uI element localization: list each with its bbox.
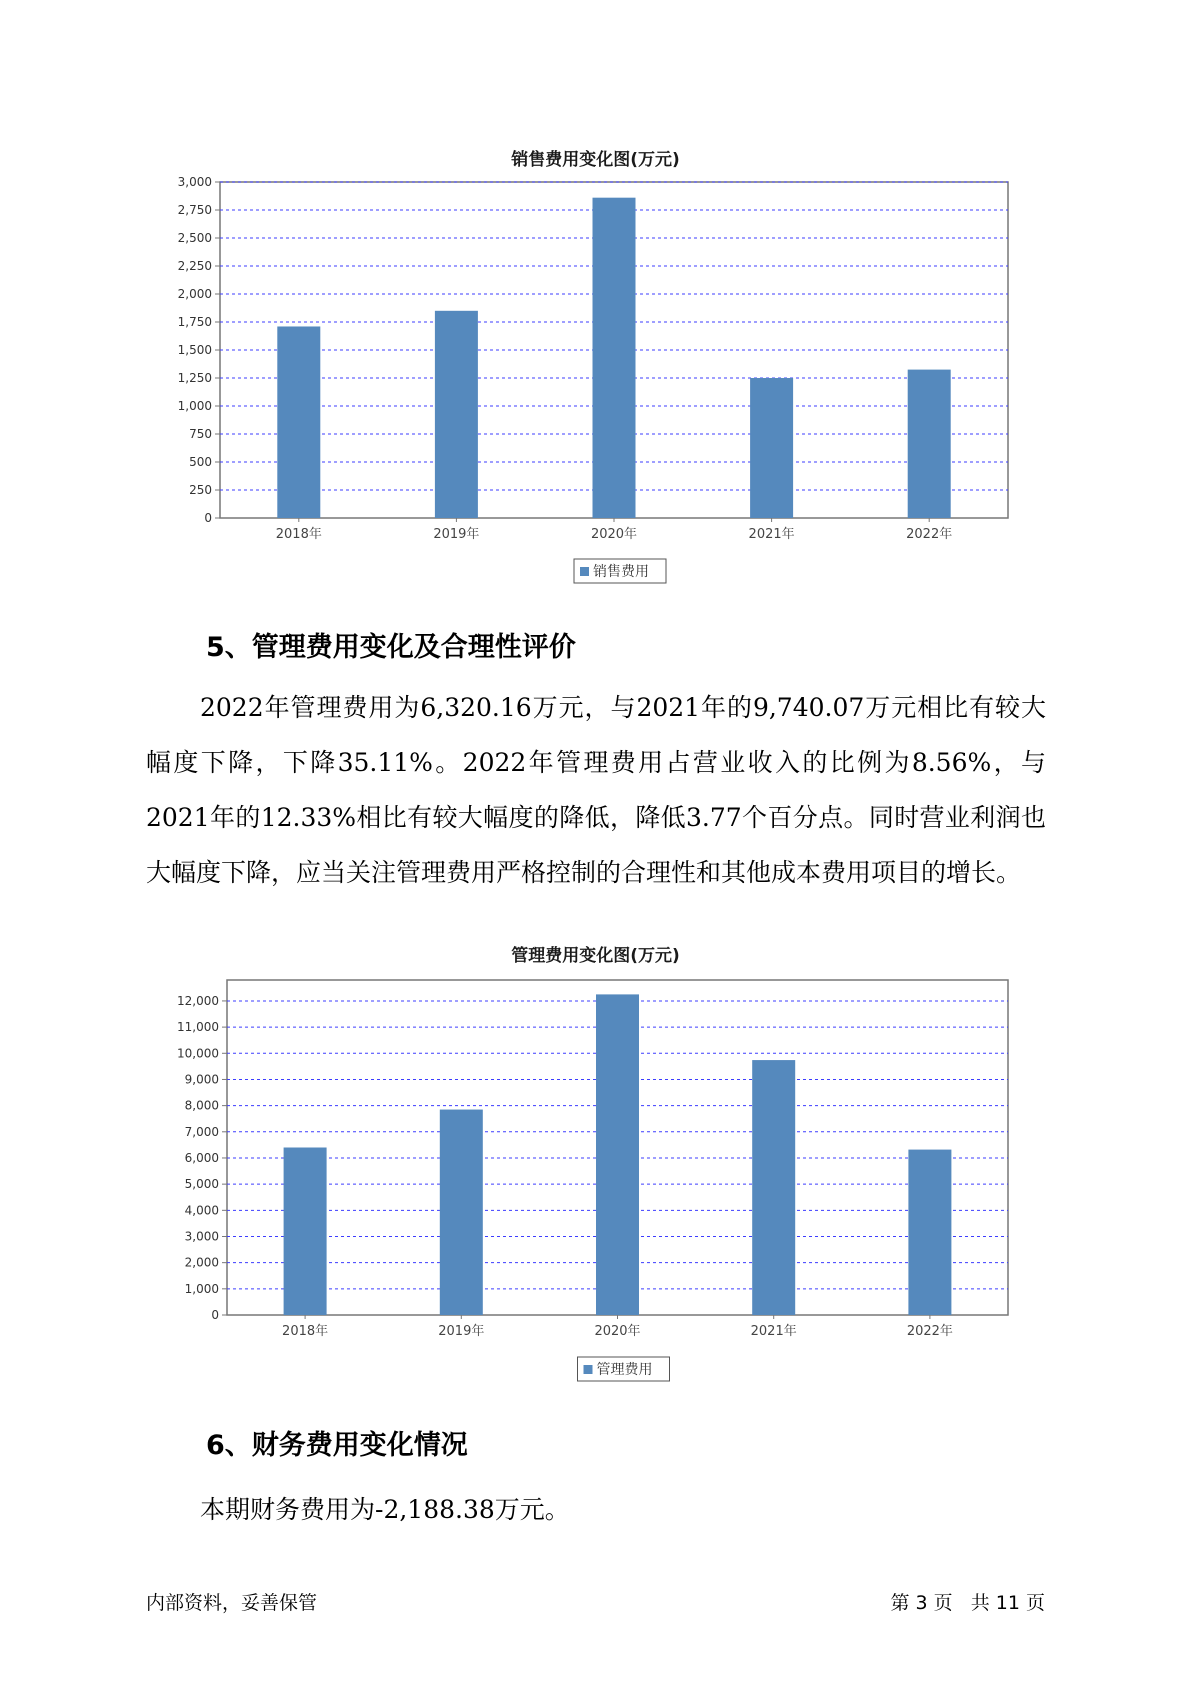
x-tick-label: 2019年: [433, 527, 480, 542]
y-tick-label: 500: [189, 455, 212, 469]
legend-swatch: [584, 1365, 593, 1374]
y-tick-label: 7,000: [184, 1124, 219, 1139]
section6-heading: 6、财务费用变化情况: [206, 1430, 468, 1461]
y-tick-label: 8,000: [184, 1098, 219, 1113]
y-tick-label: 2,750: [177, 203, 212, 217]
y-tick-label: 9,000: [184, 1072, 219, 1087]
footer-confidential: 内部资料，妥善保管: [146, 1592, 318, 1614]
y-tick-label: 250: [189, 483, 212, 497]
y-tick-label: 1,000: [177, 399, 212, 413]
bar: [596, 994, 639, 1315]
legend-label: 销售费用: [593, 564, 649, 580]
legend-label: 管理费用: [596, 1362, 653, 1378]
x-tick-label: 2019年: [438, 1324, 485, 1339]
section6-text: 本期财务费用为-2,188.38万元。: [200, 1495, 570, 1524]
y-tick-label: 2,250: [177, 259, 212, 273]
y-tick-label: 2,500: [177, 231, 212, 245]
y-tick-label: 11,000: [177, 1020, 219, 1035]
x-tick-label: 2022年: [906, 1324, 953, 1339]
bar: [908, 1150, 951, 1315]
section5-paragraph: 2022年管理费用为6,320.16万元，与2021年的9,740.07万元相比有较大幅度下降，下降35.11%。2022年管理费用占营业收入的比例为8.56%，与2021年的12.33%相比有较大幅度的降低，降低3.77个百分点。同时营业利润也大幅度下降，应当关注管理费用严格控制的合理性和其他成本费用项目的增长。: [146, 693, 1046, 887]
y-tick-label: 4,000: [184, 1203, 219, 1218]
y-tick-label: 1,750: [177, 315, 212, 329]
footer-page-number: 第 3 页 共 11 页: [890, 1592, 1045, 1614]
x-tick-label: 2018年: [275, 527, 322, 542]
bar: [752, 1060, 795, 1315]
y-tick-label: 3,000: [184, 1229, 219, 1244]
x-tick-label: 2022年: [906, 527, 953, 542]
y-tick-label: 5,000: [184, 1177, 219, 1192]
bar: [284, 1148, 327, 1316]
admin-chart-title: 管理费用变化图(万元): [511, 946, 680, 966]
y-tick-label: 1,500: [177, 343, 212, 357]
y-tick-label: 0: [211, 1308, 219, 1322]
y-tick-label: 6,000: [184, 1150, 219, 1165]
x-tick-label: 2020年: [594, 1324, 641, 1339]
y-tick-label: 0: [204, 511, 212, 525]
y-tick-label: 2,000: [184, 1255, 219, 1270]
x-tick-label: 2020年: [590, 527, 638, 542]
x-tick-label: 2021年: [750, 1324, 797, 1339]
y-tick-label: 3,000: [177, 175, 212, 189]
y-tick-label: 10,000: [177, 1046, 219, 1061]
x-tick-label: 2021年: [748, 527, 795, 542]
y-tick-label: 1,000: [184, 1281, 219, 1296]
y-tick-label: 12,000: [177, 993, 219, 1008]
x-tick-label: 2018年: [282, 1324, 329, 1339]
y-tick-label: 2,000: [177, 287, 212, 301]
y-tick-label: 1,250: [177, 371, 212, 385]
sales-chart-title: 销售费用变化图(万元): [511, 150, 680, 170]
section5-heading: 5、管理费用变化及合理性评价: [206, 632, 576, 663]
bar: [440, 1110, 483, 1315]
y-tick-label: 750: [189, 427, 212, 441]
